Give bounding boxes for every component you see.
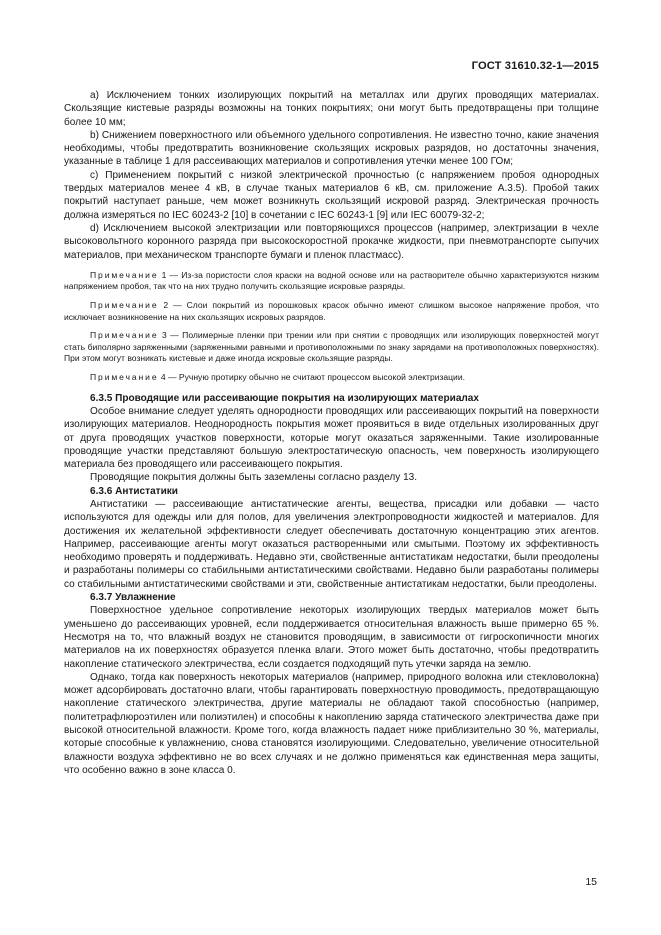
note-1 — [64, 270, 599, 293]
section-heading-6-3-7: 6.3.7 Увлажнение — [90, 592, 176, 604]
section-heading-6-3-5: 6.3.5 Проводящие или рассеивающие покрытия на изолирующих материалах — [90, 392, 479, 404]
note-3 — [64, 330, 599, 365]
page-content — [64, 89, 599, 777]
paragraph-c: c) Применением покрытий с низкой электрической прочностью (с напряжением пробоя однородных твердых материалов менее 4 кВ, в случае тканых материалов 6 кВ, см. приложение А.3.5). Пробой таких покрытий наступает раньше, чем может возникнуть скользящий искровой разряд. Электрическая прочность должна измеряться по IEC 60243-2 [10] в сочетании с IEC 60243-1 [9] или IEC 60079-32-2; — [64, 169, 599, 221]
section-6-3-7-paragraph: Однако, тогда как поверхность некоторых материалов (например, природного волокна или стекловолокна) может адсорбировать достаточно влаги, чтобы гарантировать поверхностную проводимость, предотвращающую накопление статического электричества, другие материалы не обладают такой способностью (например, политетрафлюроэтилен или полиэтилен) и способны к накоплению заряда статического электричества даже при высокой относительной влажности. Кроме того, когда влажность падает ниже приблизительно 30 %, материалы, которые способные к увлажнению, снова становятся изолирующими. Следовательно, увеличение относительной влажности воздуха эффективно не во всех случаях и не должно применяться как единственная мера защиты, что особенно важно в зоне класса 0. — [64, 671, 599, 776]
note-text: 2 — Слои покрытий из порошковых красок обычно имеют слишком высокое напряжение пробоя, что исключает возникновение на них скользящих искровых разрядов. — [64, 300, 599, 322]
paragraph-d: d) Исключением высокой электризации или повторяющихся процессов (например, электризации в чехле высоковольтного коронного разряда при высокоскоростной прокачке жидкости, при пневмотранспорте сыпучих материалов, при механическом транспорте бумаги и пленок пластмасс). — [64, 222, 599, 261]
section-6-3-6-paragraph: Антистатики — рассеивающие антистатические агенты, вещества, присадки или добавки — часто используются для одежды или для полов, для увеличения электропроводности жидкостей и материалов. Для достижения их желательной эффективности следует обеспечивать достаточную концентрацию этих агентов. Например, рассеивающие агенты могут оказаться растворенными или смытыми. Поэтому их эффективность необходимо проверять и поддерживать. Недавно эти, свойственные антистатикам недостатки, были преодолены и разработаны полимеры со стабильными антистатическими свойствами. Недавно были разработаны полимеры со стабильными антистатическими свойствами и эти, свойственные антистатикам недостатки, были преодолены. — [64, 498, 599, 590]
note-4 — [64, 372, 599, 384]
section-6-3-5-paragraph: Проводящие покрытия должны быть заземлены согласно разделу 13. — [90, 472, 418, 484]
section-6-3-7-paragraph: Поверхностное удельное сопротивление некоторых изолирующих твердых материалов может быть уменьшено до рассеивающих уровней, если поддерживается относительная влажность выше примерно 65 %. Несмотря на то, что влажный воздух не становится проводящим, в зависимости от гигроскопичности многих материалов на их поверхностях образуется пленка влаги. Этого может быть достаточно, чтобы предотвратить накопление статического электричества, если создается подходящий путь утечки заряда на землю. — [64, 605, 599, 670]
note-text: 3 — Полимерные пленки при трении или при снятии с проводящих или изолирующих поверхностей могут стать биполярно заряженными (заряженными равными и противоположными по знаку зарядами на противоположных поверхностях). При этом могут возникать кистевые и даже иногда искровые скользящие разряды. — [64, 330, 599, 364]
note-text: 1 — Из-за пористости слоя краски на водной основе или на растворителе обычно характеризуются низким напряжением пробоя, так что на них трудно получить скользящие искровые разряды. — [64, 269, 599, 292]
notes-block — [64, 270, 599, 384]
section-heading-6-3-6: 6.3.6 Антистатики — [90, 485, 178, 497]
document-header: ГОСТ 31610.32-1—2015 — [471, 60, 599, 72]
note-label: Примечание — [90, 330, 159, 341]
paragraph-b: b) Снижением поверхностного или объемного удельного сопротивления. Не известно точно, какие значения необходимы, чтобы предотвратить возникновение скользящих искровых разрядов, но достаточны значения, указанные в таблице 1 для рассеивающих материалов и сопротивления утечки менее 100 ГОм; — [64, 129, 599, 168]
note-label: Примечание — [90, 269, 159, 280]
page-number: 15 — [585, 876, 597, 888]
note-label: Примечание — [90, 372, 159, 383]
note-2 — [64, 300, 599, 323]
paragraph-a: a) Исключением тонких изолирующих покрытий на металлах или других проводящих материалах. Скользящие кистевые разряды возможны на тонких покрытиях; они могут быть предотвращены при толщине более 10 мм; — [64, 90, 599, 128]
note-label: Примечание — [90, 300, 159, 311]
section-6-3-5-paragraph: Особое внимание следует уделять однородности проводящих или рассеивающих покрытий на поверхности изолирующих материалов. Неоднородность покрытия может проявиться в виде отдельных изолированных друг от друга проводящих участков поверхности, которые могут оказаться заряженными. Такие изолированные проводящие участки представляют большую электростатическую опасность, чем поверхность изолирующего материала без проводящего или рассеивающего покрытия. — [64, 405, 599, 471]
note-text: 4 — Ручную протирку обычно не считают процессом высокой электризации. — [158, 372, 465, 383]
